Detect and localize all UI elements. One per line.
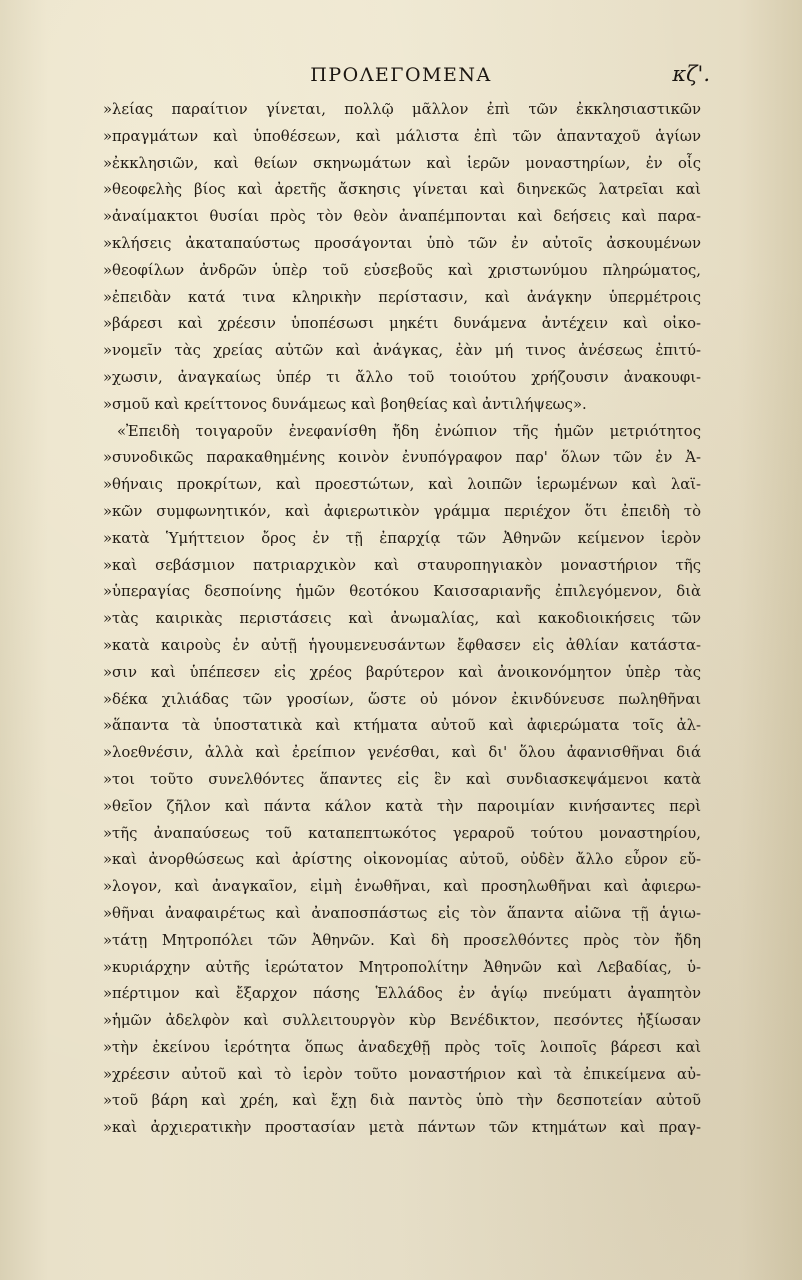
text-line: »κατὰ Ὑμήττειον ὄρος ἐν τῇ ἐπαρχίᾳ τῶν Ἀθηνῶν κείμενον ἱερὸν (103, 529, 701, 547)
text-line: »λογον, καὶ ἀναγκαῖον, εἰμὴ ἑνωθῆναι, καὶ προσηλωθῆναι καὶ ἀφιερω- (103, 878, 701, 896)
text-line: »θεῖον ζῆλον καὶ πάντα κάλον κατὰ τὴν παροιμίαν κινήσαντες περὶ (103, 797, 701, 815)
text-line: »κλήσεις ἀκαταπαύστως προσάγονται ὑπὸ τῶν ἐν αὐτοῖς ἀσκουμένων (103, 234, 701, 252)
text-line: »θεοφελὴς βίος καὶ ἀρετῆς ἄσκησις γίνεται καὶ διηνεκῶς λατρεῖαι καὶ (103, 181, 701, 199)
text-line: »θῆναι ἀναφαιρέτως καὶ ἀναποσπάστως εἰς τὸν ἅπαντα αἰῶνα τῇ ἁγιω- (103, 904, 701, 922)
text-line: »λείας παραίτιον γίνεται, πολλῷ μᾶλλον ἐπὶ τῶν ἐκκλησιαστικῶν (103, 101, 701, 118)
page-header (0, 64, 802, 94)
text-line: »ἀναίμακτοι θυσίαι πρὸς τὸν θεὸν ἀναπέμπονται καὶ δεήσεις καὶ παρα- (103, 208, 701, 226)
text-line: »θήναις προκρίτων, καὶ προεστώτων, καὶ λοιπῶν ἱερωμένων καὶ λαϊ- (103, 476, 701, 494)
text-line: »ἡμῶν ἀδελφὸν καὶ συλλειτουργὸν κὺρ Βενέδικτον, πεσόντες ἠξίωσαν (103, 1012, 701, 1030)
text-line: »τοῦ βάρη καὶ χρέη, καὶ ἔχῃ διὰ παντὸς ὑπὸ τὴν δεσποτείαν αὐτοῦ (103, 1092, 701, 1110)
text-line: »καὶ ἀνορθώσεως καὶ ἀρίστης οἰκονομίας αὐτοῦ, οὐδὲν ἄλλο εὗρον εὔ- (103, 851, 701, 869)
text-line: »ἅπαντα τὰ ὑποστατικὰ καὶ κτήματα αὐτοῦ καὶ ἀφιερώματα τοῖς ἀλ- (103, 717, 701, 735)
text-line: »θεοφίλων ἀνδρῶν ὑπὲρ τοῦ εὐσεβοῦς καὶ χριστωνύμου πληρώματος, (103, 261, 701, 279)
running-head-title: ΠΡΟΛΕΓΟΜΕΝΑ (310, 64, 492, 86)
text-line: »πέρτιμον καὶ ἔξαρχον πάσης Ἑλλάδος ἐν ἁγίῳ πνεύματι ἀγαπητὸν (103, 985, 701, 1003)
text-line: »κῶν συμφωνητικόν, καὶ ἀφιερωτικὸν γράμμα περιέχον ὅτι ἐπειδὴ τὸ (103, 502, 701, 520)
body-text (103, 97, 701, 1142)
text-line: «Ἐπειδὴ τοιγαροῦν ἐνεφανίσθη ἤδη ἐνώπιον τῆς ἡμῶν μετριότητος (117, 422, 701, 440)
text-line: »τάτῃ Μητροπόλει τῶν Ἀθηνῶν. Καὶ δὴ προσελθόντες πρὸς τὸν ἤδη (103, 931, 701, 949)
text-line: »λοεθνέσιν, ἀλλὰ καὶ ἐρείπιον γενέσθαι, καὶ δι' ὅλου ἀφανισθῆναι διά (103, 744, 701, 762)
text-line: »συνοδικῶς παρακαθημένης κοινὸν ἐνυπόγραφον παρ' ὅλων τῶν ἐν Ἀ- (103, 449, 701, 467)
text-line: »χρέεσιν αὐτοῦ καὶ τὸ ἱερὸν τοῦτο μοναστήριον καὶ τὰ ἐπικείμενα αὐ- (103, 1065, 701, 1083)
text-line: »τοι τοῦτο συνελθόντες ἅπαντες εἰς ἓν καὶ συνδιασκεψάμενοι κατὰ (103, 770, 701, 788)
text-line: »καὶ σεβάσμιον πατριαρχικὸν καὶ σταυροπηγιακὸν μοναστήριον τῆς (103, 556, 701, 574)
text-line: »χωσιν, ἀναγκαίως ὑπέρ τι ἄλλο τοῦ τοιούτου χρήζουσιν ἀνακουφι- (103, 368, 701, 386)
text-line: »κατὰ καιροὺς ἐν αὐτῇ ἡγουμενευσάντων ἔφθασεν εἰς ἀθλίαν κατάστα- (103, 636, 701, 654)
text-line: »σιν καὶ ὑπέπεσεν εἰς χρέος βαρύτερον καὶ ἀνοικονόμητον ὑπὲρ τὰς (103, 663, 701, 681)
text-line: »νομεῖν τὰς χρείας αὐτῶν καὶ ἀνάγκας, ἐὰν μή τινος ἀνέσεως ἐπιτύ- (103, 342, 701, 360)
text-line: »πραγμάτων καὶ ὑποθέσεων, καὶ μάλιστα ἐπὶ τῶν ἁπανταχοῦ ἁγίων (103, 127, 701, 145)
text-line: »καὶ ἀρχιερατικὴν προστασίαν μετὰ πάντων τῶν κτημάτων καὶ πραγ- (103, 1119, 701, 1137)
text-line: »τῆς ἀναπαύσεως τοῦ καταπεπτωκότος γεραροῦ τούτου μοναστηρίου, (103, 824, 701, 842)
text-line: »κυριάρχην αὐτῆς ἱερώτατον Μητροπολίτην Ἀθηνῶν καὶ Λεβαδίας, ὑ- (103, 958, 701, 976)
text-line: »τὰς καιρικὰς περιστάσεις καὶ ἀνωμαλίας, καὶ κακοδιοικήσεις τῶν (103, 610, 701, 628)
text-line: »δέκα χιλιάδας τῶν γροσίων, ὥστε οὐ μόνον ἐκινδύνευσε πωληθῆναι (103, 690, 701, 708)
text-line: »ἐκκλησιῶν, καὶ θείων σκηνωμάτων καὶ ἱερῶν μοναστηρίων, ἐν οἷς (103, 154, 701, 172)
text-line: »ὑπεραγίας δεσποίνης ἡμῶν θεοτόκου Καισσαριανῆς ἐπιλεγόμενον, διὰ (103, 583, 701, 601)
text-line: »ἐπειδὰν κατά τινα κληρικὴν περίστασιν, καὶ ἀνάγκην ὑπερμέτροις (103, 288, 701, 306)
text-line: »σμοῦ καὶ κρείττονος δυνάμεως καὶ βοηθείας καὶ ἀντιλήψεως». (103, 395, 587, 413)
text-line: »τὴν ἐκείνου ἱερότητα ὅπως ἀναδεχθῇ πρὸς τοῖς λοιποῖς βάρεσι καὶ (103, 1038, 701, 1056)
text-line: »βάρεσι καὶ χρέεσιν ὑποπέσωσι μηκέτι δυνάμενα ἀντέχειν καὶ οἰκο- (103, 315, 701, 333)
page-number: κζ'. (672, 62, 710, 86)
